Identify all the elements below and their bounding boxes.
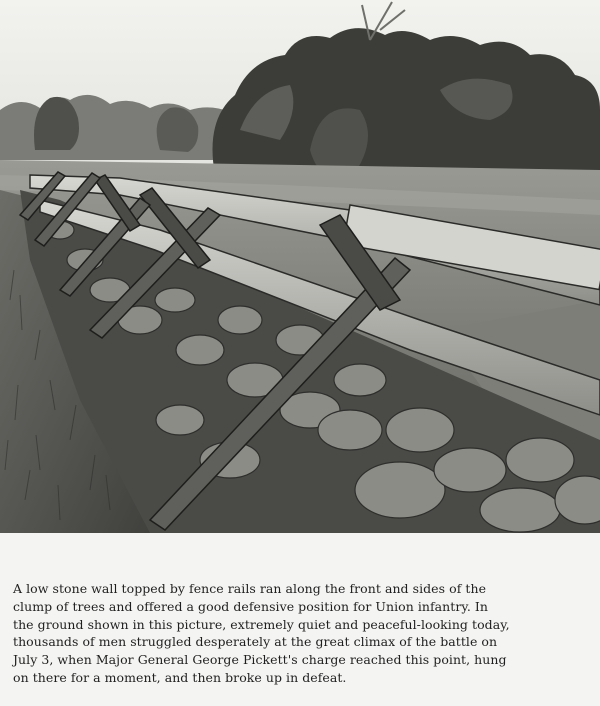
caption-line: clump of trees and offered a good defensive position for Union infantry. In — [13, 598, 488, 614]
caption-line: on there for a moment, and then broke up in defeat. — [13, 669, 347, 685]
caption-line: A low stone wall topped by fence rails ran along the front and sides of the — [13, 581, 487, 596]
caption-line: thousands of men struggled desperately at the great climax of the battle on — [13, 634, 498, 650]
caption-line: July 3, when Major General George Pickett's charge reached this point, hung — [13, 652, 507, 668]
caption-line: the ground shown in this picture, extremely quiet and peaceful-looking today, — [13, 616, 510, 632]
photo-caption — [13, 580, 593, 687]
